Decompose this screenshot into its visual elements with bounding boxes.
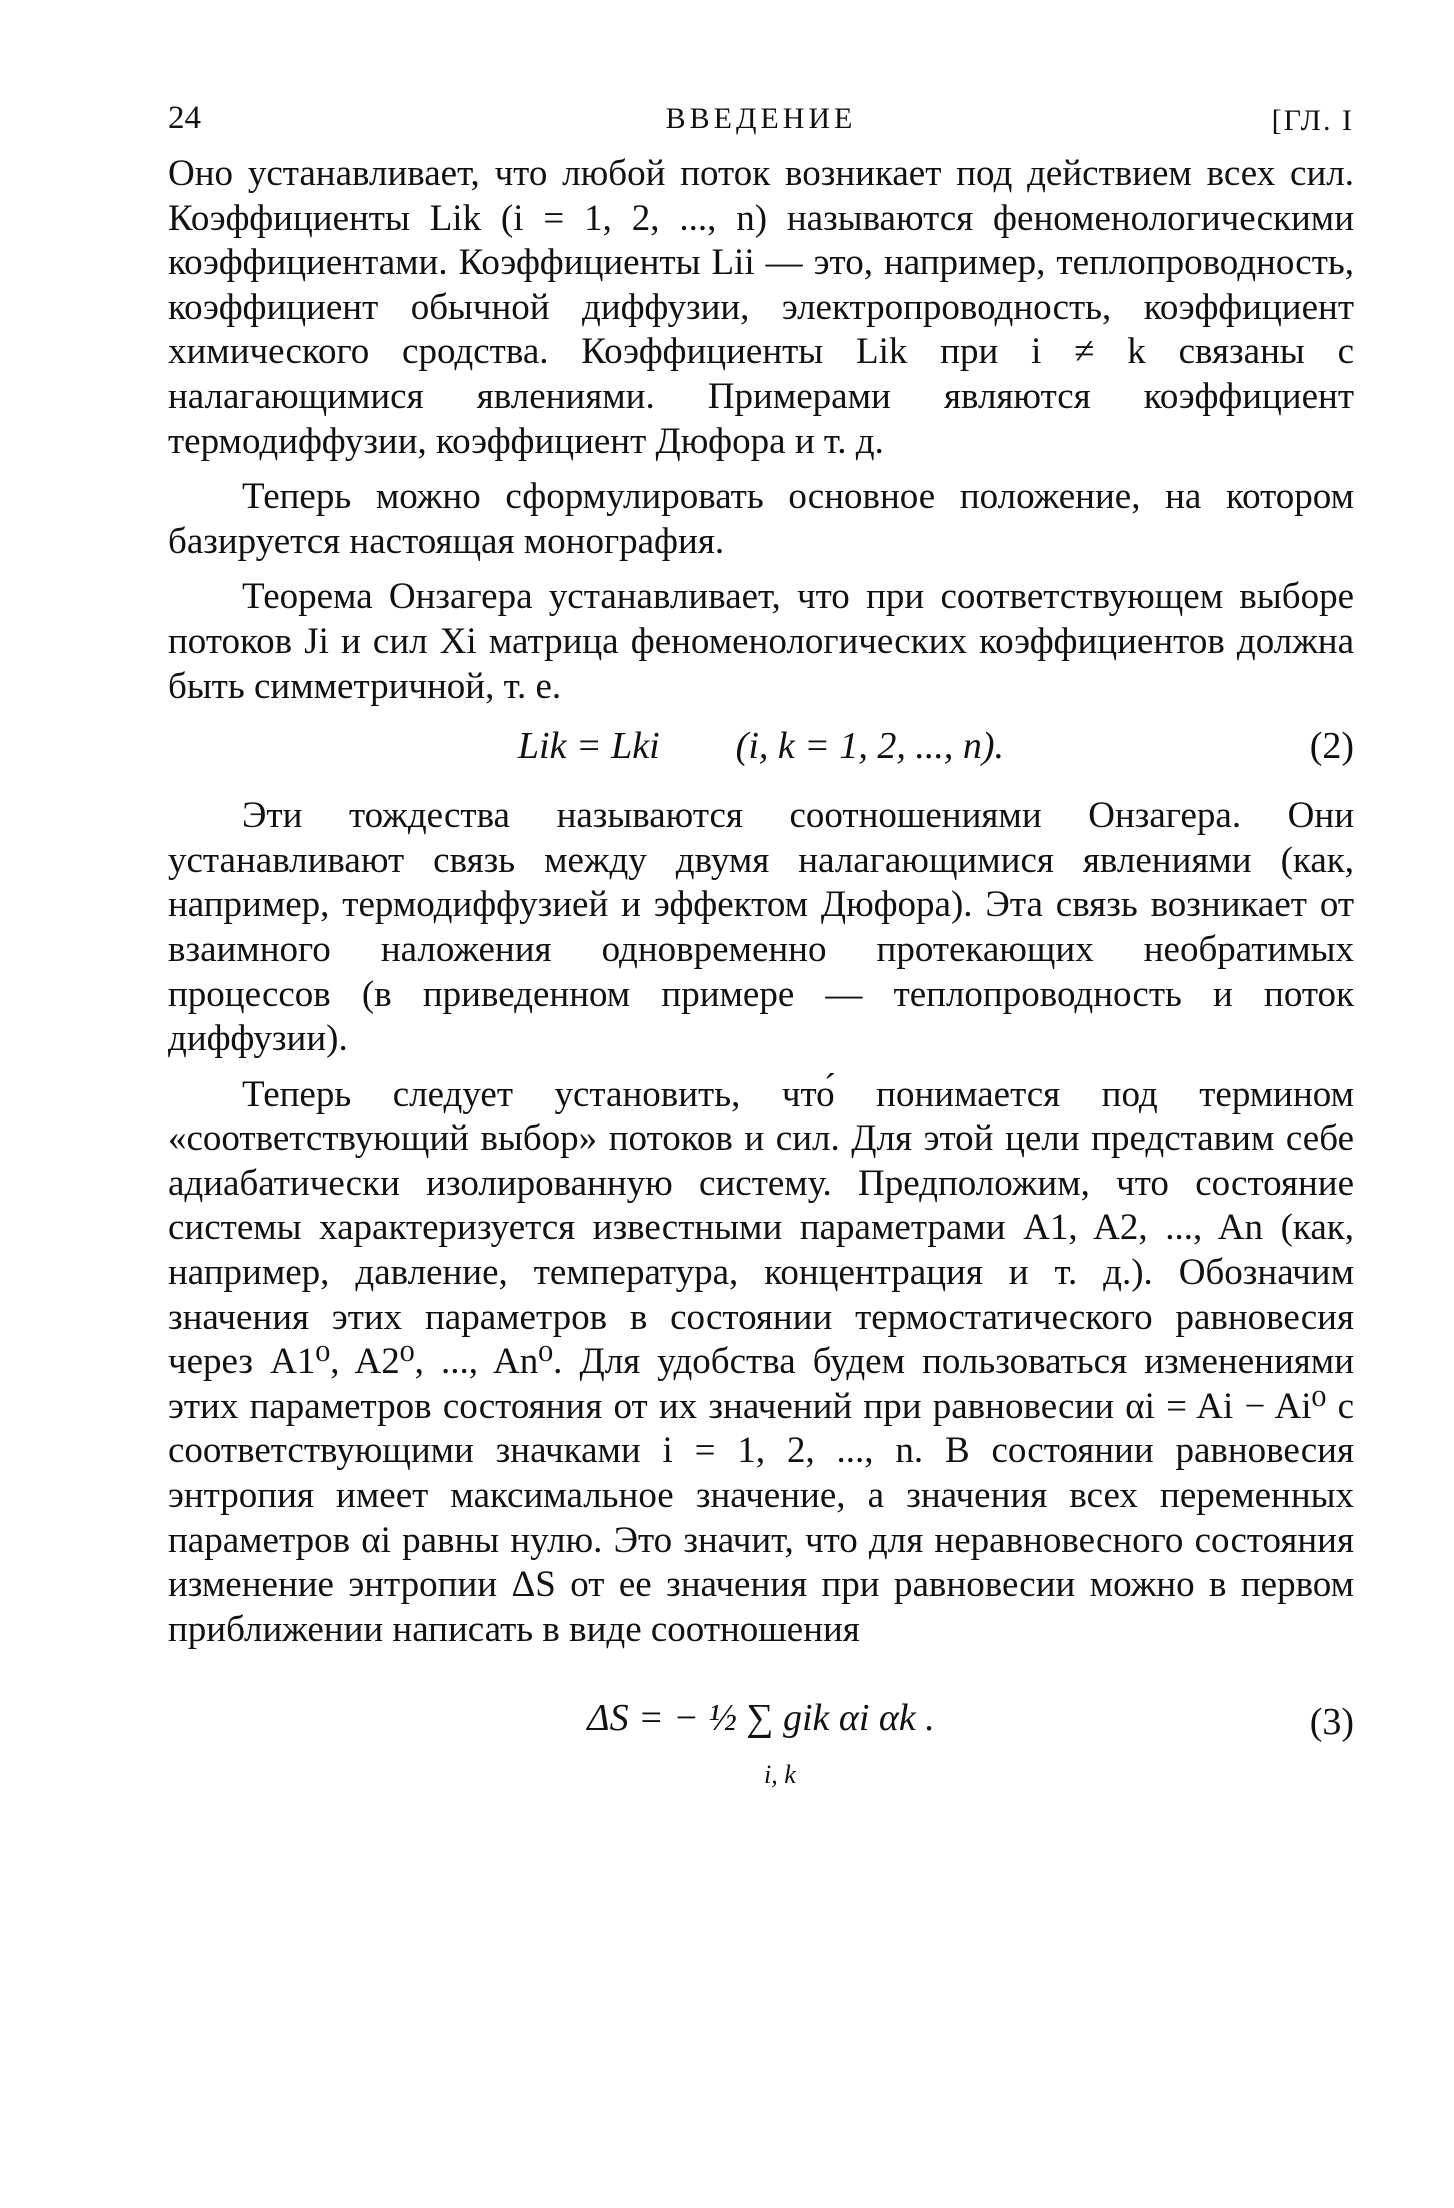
paragraph-3: Теорема Онзагера устанавливает, что при соответствующем выборе потоков Ji и сил Xi матрица феноменологических коэффициентов должна быть симметричной, т. е. bbox=[168, 576, 1354, 707]
equation-2 bbox=[168, 720, 1354, 780]
running-header bbox=[168, 92, 1354, 152]
paragraph-4: Эти тождества называются соотношениями Онзагера. Они устанавливают связь между двумя налагающимися явлениями (как, например, термодиффузией и эффектом Дюфора). Эта связь возникает от взаимного наложения одновременно протекающих необратимых процессов (в приведенном примере — теплопроводность и поток диффузии). bbox=[168, 795, 1354, 1060]
paragraph-2: Теперь можно сформулировать основное положение, на котором базируется настоящая монография. bbox=[168, 476, 1354, 562]
equation-3-expression: ΔS = − ½ ∑ gik αi αk . bbox=[587, 1697, 935, 1740]
equation-2-number: (2) bbox=[1309, 725, 1354, 768]
paragraph-1: Оно устанавливает, что любой поток возникает под действием всех сил. Коэффициенты Lik (i = 1, 2, ..., n) называются феноменологическими коэффициентами. Коэффициенты Lii — это, например, теплопроводность, коэффициент обычной диффузии, электропроводность, коэффициент химического сродства. Коэффициенты Lik при i ≠ k связаны с налагающимися явлениями. Примерами являются коэффициент термодиффузии, коэффициент Дюфора и т. д. bbox=[168, 153, 1354, 462]
page bbox=[168, 92, 1354, 1796]
chapter-label: [ГЛ. I bbox=[1271, 104, 1354, 137]
running-title: ВВЕДЕНИЕ bbox=[665, 102, 857, 135]
equation-3-number: (3) bbox=[1309, 1701, 1354, 1744]
equation-2-expression: Lik = Lki (i, k = 1, 2, ..., n). bbox=[517, 725, 1005, 768]
page-number: 24 bbox=[168, 100, 201, 136]
equation-3-sum-index: i, k bbox=[764, 1760, 796, 1790]
paragraph-5: Теперь следует установить, что́ понимается под термином «соответствующий выбор» потоков и сил. Для этой цели представим себе адиабатически изолированную систему. Предположим, что состояние системы характеризуется известными параметрами A1, A2, ..., An (как, например, давление, температура, концентрация и т. д.). Обозначим значения этих параметров в состоянии термостатического равновесия через A1⁰, A2⁰, ..., An⁰. Для удобства будем пользоваться изменениями этих параметров состояния от их значений при равновесии αi = Ai − Ai⁰ с соответствующими значками i = 1, 2, ..., n. В состоянии равновесия энтропия имеет максимальное значение, а значения всех переменных параметров αi равны нулю. Это значит, что для неравновесного состояния изменение энтропии ΔS от ее значения при равновесии можно в первом приближении написать в виде соотношения bbox=[168, 1073, 1354, 1650]
equation-3 bbox=[168, 1676, 1354, 1796]
